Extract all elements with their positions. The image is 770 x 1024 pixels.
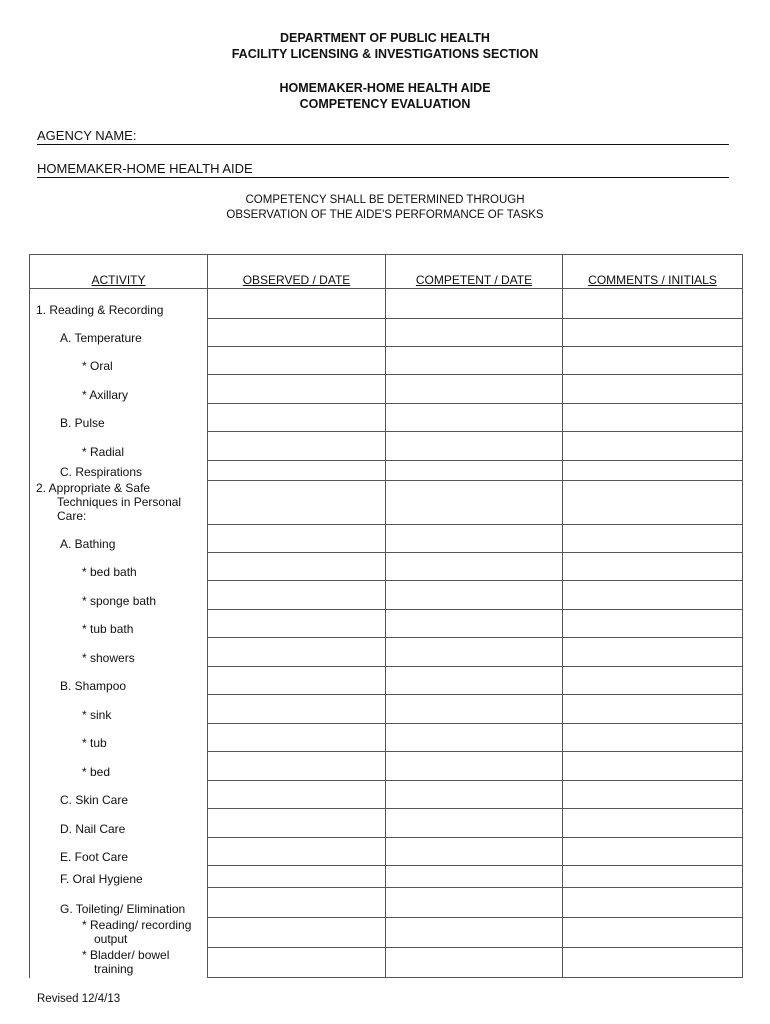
observed-cell[interactable]: [208, 461, 386, 481]
observed-cell[interactable]: [208, 888, 386, 918]
observed-cell[interactable]: [208, 918, 386, 948]
observed-cell[interactable]: [208, 781, 386, 809]
table-row: [30, 481, 743, 525]
table-row: [30, 375, 743, 404]
comments-cell[interactable]: [563, 481, 743, 525]
observed-cell[interactable]: [208, 404, 386, 432]
competent-cell[interactable]: [386, 667, 563, 695]
competency-table: [29, 254, 743, 978]
comments-cell[interactable]: [563, 432, 743, 461]
competent-cell[interactable]: [386, 866, 563, 888]
observed-cell[interactable]: [208, 610, 386, 638]
comments-cell[interactable]: [563, 461, 743, 481]
observed-cell[interactable]: [208, 809, 386, 838]
comments-cell[interactable]: [563, 888, 743, 918]
activity-cell-nail-care: D. Nail Care: [30, 809, 208, 838]
table-row: [30, 809, 743, 838]
comments-cell[interactable]: [563, 375, 743, 404]
activity-cell-shampoo: B. Shampoo: [30, 667, 208, 695]
comments-cell[interactable]: [563, 752, 743, 781]
observed-cell[interactable]: [208, 866, 386, 888]
activity-cell-tub: * tub: [30, 724, 208, 752]
competent-cell[interactable]: [386, 809, 563, 838]
competent-cell[interactable]: [386, 638, 563, 667]
table-row: [30, 695, 743, 724]
observed-column-header: OBSERVED / DATE: [208, 255, 386, 289]
activity-cell-reading-output: * Reading/ recording output: [30, 918, 208, 948]
table-row: [30, 319, 743, 347]
observed-cell[interactable]: [208, 319, 386, 347]
activity-cell-sink: * sink: [30, 695, 208, 724]
agency-name-label: AGENCY NAME:: [37, 128, 137, 143]
activity-cell-pulse: B. Pulse: [30, 404, 208, 432]
observed-cell[interactable]: [208, 667, 386, 695]
observed-cell[interactable]: [208, 838, 386, 866]
comments-cell[interactable]: [563, 948, 743, 978]
comments-cell[interactable]: [563, 667, 743, 695]
activity-cell-bed-bath: * bed bath: [30, 553, 208, 581]
observed-cell[interactable]: [208, 525, 386, 553]
observed-cell[interactable]: [208, 553, 386, 581]
observed-cell[interactable]: [208, 724, 386, 752]
comments-cell[interactable]: [563, 695, 743, 724]
department-title: DEPARTMENT OF PUBLIC HEALTH: [280, 31, 490, 45]
activity-cell-tub-bath: * tub bath: [30, 610, 208, 638]
table-row: [30, 638, 743, 667]
activity-cell-oral-hygiene: F. Oral Hygiene: [30, 866, 208, 888]
competent-cell[interactable]: [386, 404, 563, 432]
activity-cell-bed: * bed: [30, 752, 208, 781]
activity-cell-oral: * Oral: [30, 347, 208, 375]
competent-cell[interactable]: [386, 525, 563, 553]
competent-cell[interactable]: [386, 481, 563, 525]
table-header-row: [30, 255, 743, 289]
comments-cell[interactable]: [563, 638, 743, 667]
comments-cell[interactable]: [563, 347, 743, 375]
table-row: [30, 888, 743, 918]
comments-cell[interactable]: [563, 404, 743, 432]
activity-cell-sponge-bath: * sponge bath: [30, 581, 208, 610]
section-title: FACILITY LICENSING & INVESTIGATIONS SECTION: [231, 47, 539, 61]
table-row: [30, 581, 743, 610]
table-row: [30, 918, 743, 948]
comments-cell[interactable]: [563, 581, 743, 610]
table-row: [30, 866, 743, 888]
observed-cell[interactable]: [208, 375, 386, 404]
agency-name-field[interactable]: [37, 128, 729, 145]
competent-cell[interactable]: [386, 319, 563, 347]
activity-cell-personal-care: 2. Appropriate & Safe Techniques in Personal Care:: [30, 481, 208, 525]
competent-cell[interactable]: [386, 375, 563, 404]
activity-column-header: ACTIVITY: [30, 255, 208, 289]
competent-cell[interactable]: [386, 752, 563, 781]
comments-cell[interactable]: [563, 289, 743, 319]
comments-cell[interactable]: [563, 724, 743, 752]
comments-cell[interactable]: [563, 553, 743, 581]
competent-cell[interactable]: [386, 347, 563, 375]
table-row: [30, 667, 743, 695]
form-title: HOMEMAKER-HOME HEALTH AIDE: [279, 81, 491, 95]
comments-cell[interactable]: [563, 525, 743, 553]
competent-cell[interactable]: [386, 838, 563, 866]
table-row: [30, 781, 743, 809]
competent-cell[interactable]: [386, 724, 563, 752]
observed-cell[interactable]: [208, 752, 386, 781]
competent-cell[interactable]: [386, 432, 563, 461]
table-row: [30, 432, 743, 461]
observed-cell[interactable]: [208, 481, 386, 525]
activity-cell-showers: * showers: [30, 638, 208, 667]
observed-cell[interactable]: [208, 948, 386, 978]
observed-cell[interactable]: [208, 347, 386, 375]
intro-line-1: COMPETENCY SHALL BE DETERMINED THROUGH: [245, 194, 525, 206]
activity-cell-skin-care: C. Skin Care: [30, 781, 208, 809]
table-row: [30, 553, 743, 581]
competent-cell[interactable]: [386, 553, 563, 581]
comments-cell[interactable]: [563, 838, 743, 866]
aide-name-field[interactable]: [37, 161, 729, 178]
competent-cell[interactable]: [386, 581, 563, 610]
table-row: [30, 404, 743, 432]
observed-cell[interactable]: [208, 695, 386, 724]
competent-cell[interactable]: [386, 461, 563, 481]
intro-line-2: OBSERVATION OF THE AIDE'S PERFORMANCE OF TASKS: [226, 209, 544, 221]
table-row: [30, 347, 743, 375]
comments-cell[interactable]: [563, 866, 743, 888]
comments-cell[interactable]: [563, 610, 743, 638]
table-row: [30, 289, 743, 319]
activity-cell-foot-care: E. Foot Care: [30, 838, 208, 866]
observed-cell[interactable]: [208, 638, 386, 667]
activity-cell-bladder-training: * Bladder/ bowel training: [30, 948, 208, 978]
table-row: [30, 752, 743, 781]
activity-cell-bathing: A. Bathing: [30, 525, 208, 553]
table-row: [30, 461, 743, 481]
aide-name-label: HOMEMAKER-HOME HEALTH AIDE: [37, 161, 253, 176]
activity-cell-radial: * Radial: [30, 432, 208, 461]
table-row: [30, 525, 743, 553]
observed-cell[interactable]: [208, 289, 386, 319]
activity-cell-temperature: A. Temperature: [30, 319, 208, 347]
competent-cell[interactable]: [386, 888, 563, 918]
competent-cell[interactable]: [386, 781, 563, 809]
competent-cell[interactable]: [386, 695, 563, 724]
competent-cell[interactable]: [386, 948, 563, 978]
table-row: [30, 724, 743, 752]
activity-cell-toileting: G. Toileting/ Elimination: [30, 888, 208, 918]
activity-cell-reading-recording: 1. Reading & Recording: [30, 289, 208, 319]
competent-cell[interactable]: [386, 289, 563, 319]
revised-date: Revised 12/4/13: [37, 993, 121, 1005]
observed-cell[interactable]: [208, 581, 386, 610]
comments-cell[interactable]: [563, 809, 743, 838]
table-row: [30, 610, 743, 638]
comments-cell[interactable]: [563, 319, 743, 347]
activity-cell-respirations: C. Respirations: [30, 461, 208, 481]
competent-cell[interactable]: [386, 918, 563, 948]
observed-cell[interactable]: [208, 432, 386, 461]
comments-cell[interactable]: [563, 781, 743, 809]
competent-column-header: COMPETENT / DATE: [386, 255, 563, 289]
form-subtitle: COMPETENCY EVALUATION: [299, 97, 471, 111]
activity-cell-axillary: * Axillary: [30, 375, 208, 404]
table-row: [30, 838, 743, 866]
competent-cell[interactable]: [386, 610, 563, 638]
table-row: [30, 948, 743, 978]
comments-cell[interactable]: [563, 918, 743, 948]
comments-column-header: COMMENTS / INITIALS: [563, 255, 743, 289]
